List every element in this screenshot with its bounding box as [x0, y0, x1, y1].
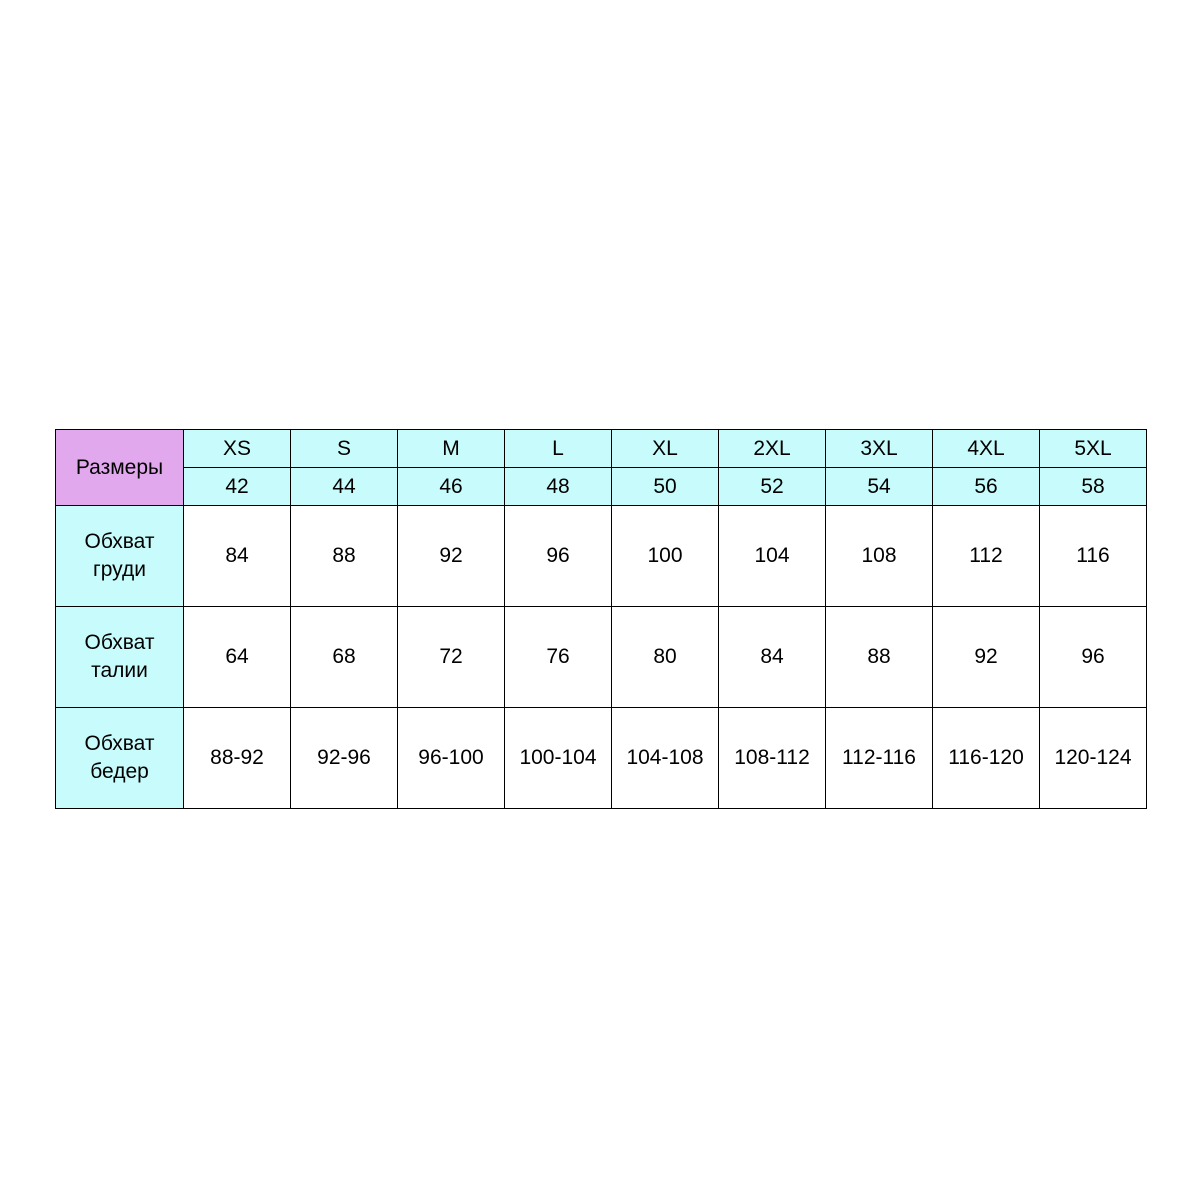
row-label-line1: Обхват	[84, 529, 155, 553]
measurement-cell: 88-92	[184, 708, 291, 809]
size-number-cell: 56	[933, 468, 1040, 506]
size-letter-cell: 3XL	[826, 430, 933, 468]
measurement-cell: 96	[1040, 607, 1147, 708]
table-corner-label: Размеры	[56, 430, 184, 506]
size-number-cell: 46	[398, 468, 505, 506]
measurement-cell: 72	[398, 607, 505, 708]
table-row	[56, 708, 1147, 809]
measurement-cell: 84	[719, 607, 826, 708]
measurement-cell: 116-120	[933, 708, 1040, 809]
measurement-cell: 80	[612, 607, 719, 708]
size-number-cell: 42	[184, 468, 291, 506]
measurement-cell: 104	[719, 506, 826, 607]
size-letter-cell: M	[398, 430, 505, 468]
size-chart-container	[55, 429, 1145, 809]
table-row-size-letters	[56, 430, 1147, 468]
size-letter-cell: 5XL	[1040, 430, 1147, 468]
table-row-size-numbers	[56, 468, 1147, 506]
measurement-cell: 88	[291, 506, 398, 607]
measurement-cell: 100	[612, 506, 719, 607]
row-label-waist	[56, 607, 184, 708]
size-number-cell: 50	[612, 468, 719, 506]
measurement-cell: 76	[505, 607, 612, 708]
size-letter-cell: 4XL	[933, 430, 1040, 468]
measurement-cell: 120-124	[1040, 708, 1147, 809]
measurement-cell: 92	[933, 607, 1040, 708]
size-letter-cell: 2XL	[719, 430, 826, 468]
size-number-cell: 52	[719, 468, 826, 506]
measurement-cell: 100-104	[505, 708, 612, 809]
row-label-chest	[56, 506, 184, 607]
measurement-cell: 112-116	[826, 708, 933, 809]
size-chart-table	[55, 429, 1147, 809]
size-number-cell: 58	[1040, 468, 1147, 506]
measurement-cell: 108-112	[719, 708, 826, 809]
measurement-cell: 92-96	[291, 708, 398, 809]
measurement-cell: 112	[933, 506, 1040, 607]
row-label-line2: талии	[91, 659, 148, 682]
row-label-line2: бедер	[90, 760, 149, 783]
measurement-cell: 68	[291, 607, 398, 708]
size-letter-cell: XL	[612, 430, 719, 468]
size-number-cell: 44	[291, 468, 398, 506]
row-label-line2: груди	[93, 558, 146, 581]
table-row	[56, 607, 1147, 708]
size-number-cell: 48	[505, 468, 612, 506]
measurement-cell: 116	[1040, 506, 1147, 607]
measurement-cell: 96	[505, 506, 612, 607]
measurement-cell: 108	[826, 506, 933, 607]
row-label-line1: Обхват	[84, 731, 155, 755]
table-row	[56, 506, 1147, 607]
size-letter-cell: L	[505, 430, 612, 468]
size-number-cell: 54	[826, 468, 933, 506]
measurement-cell: 96-100	[398, 708, 505, 809]
measurement-cell: 84	[184, 506, 291, 607]
row-label-hips	[56, 708, 184, 809]
size-letter-cell: XS	[184, 430, 291, 468]
size-letter-cell: S	[291, 430, 398, 468]
measurement-cell: 88	[826, 607, 933, 708]
row-label-line1: Обхват	[84, 630, 155, 654]
measurement-cell: 104-108	[612, 708, 719, 809]
measurement-cell: 64	[184, 607, 291, 708]
measurement-cell: 92	[398, 506, 505, 607]
